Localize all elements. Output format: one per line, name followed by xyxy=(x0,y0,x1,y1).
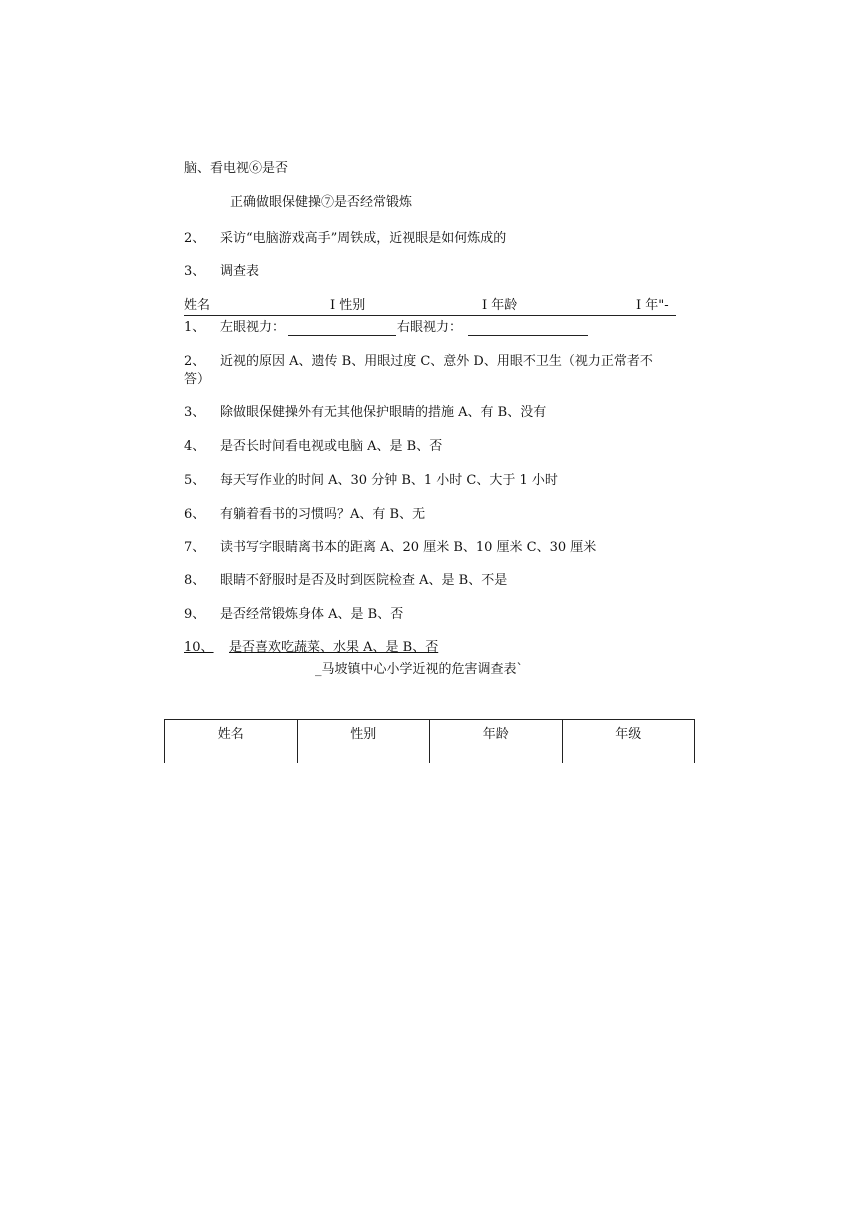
item-number: 2、 xyxy=(184,231,206,246)
right-vision-blank[interactable] xyxy=(468,335,588,336)
left-vision-blank[interactable] xyxy=(288,335,396,336)
q-text: 有躺着看书的习惯吗？A、有 B、无 xyxy=(220,507,426,522)
text-line-top-2: 正确做眼保健操⑦是否经常锻炼 xyxy=(230,195,413,210)
text-line-top-1: 脑、看电视⑥是否 xyxy=(184,161,289,176)
table-title: _马坡镇中心小学近视的危害调查表` xyxy=(315,662,524,677)
table-header-cell: 年级 xyxy=(562,720,695,764)
q-number: 9、 xyxy=(184,607,206,622)
q-text: 眼睛不舒服时是否及时到医院检查 A、是 B、不是 xyxy=(220,573,508,588)
header-divider xyxy=(184,315,676,316)
table-header-cell: 年龄 xyxy=(430,720,563,764)
table-row xyxy=(165,720,695,764)
q1-left-label: 左眼视力： xyxy=(220,320,286,335)
q-number: 7、 xyxy=(184,540,206,555)
q-number: 5、 xyxy=(184,473,206,488)
q10-text: 是否喜欢吃蔬菜、水果 A、是 B、否 xyxy=(229,640,439,655)
q-text: 读书写字眼睛离书本的距离 A、20 厘米 B、10 厘米 C、30 厘米 xyxy=(220,540,597,555)
q2-continuation: 答） xyxy=(184,372,211,387)
header-age: I 年龄 xyxy=(482,298,518,313)
table-header-cell: 姓名 xyxy=(165,720,298,764)
q-number: 3、 xyxy=(184,405,206,420)
header-name: 姓名 xyxy=(184,298,211,313)
q-text: 每天写作业的时间 A、30 分钟 B、1 小时 C、大于 1 小时 xyxy=(220,473,558,488)
q-text: 是否经常锻炼身体 A、是 B、否 xyxy=(220,607,404,622)
q-text: 除做眼保健操外有无其他保护眼睛的措施 A、有 B、没有 xyxy=(220,405,547,420)
header-gender: I 性别 xyxy=(330,298,366,313)
q1-right-label: 右眼视力： xyxy=(397,320,463,335)
q-number: 4、 xyxy=(184,439,206,454)
item-number: 3、 xyxy=(184,264,206,279)
survey-table xyxy=(164,719,695,763)
q10-number: 10、 xyxy=(184,640,214,655)
table-header-cell: 性别 xyxy=(297,720,430,764)
q-number: 8、 xyxy=(184,573,206,588)
item-text: 采访“电脑游戏高手”周铁成，近视眼是如何炼成的 xyxy=(220,231,507,246)
q1-number: 1、 xyxy=(184,320,206,335)
q2-text: 近视的原因 A、遗传 B、用眼过度 C、意外 D、用眼不卫生（视力正常者不 xyxy=(220,354,653,369)
q-text: 是否长时间看电视或电脑 A、是 B、否 xyxy=(220,439,443,454)
item-text: 调查表 xyxy=(220,264,260,279)
q2-number: 2、 xyxy=(184,354,206,369)
header-grade: I 年"- xyxy=(636,298,669,313)
q-number: 6、 xyxy=(184,507,206,522)
